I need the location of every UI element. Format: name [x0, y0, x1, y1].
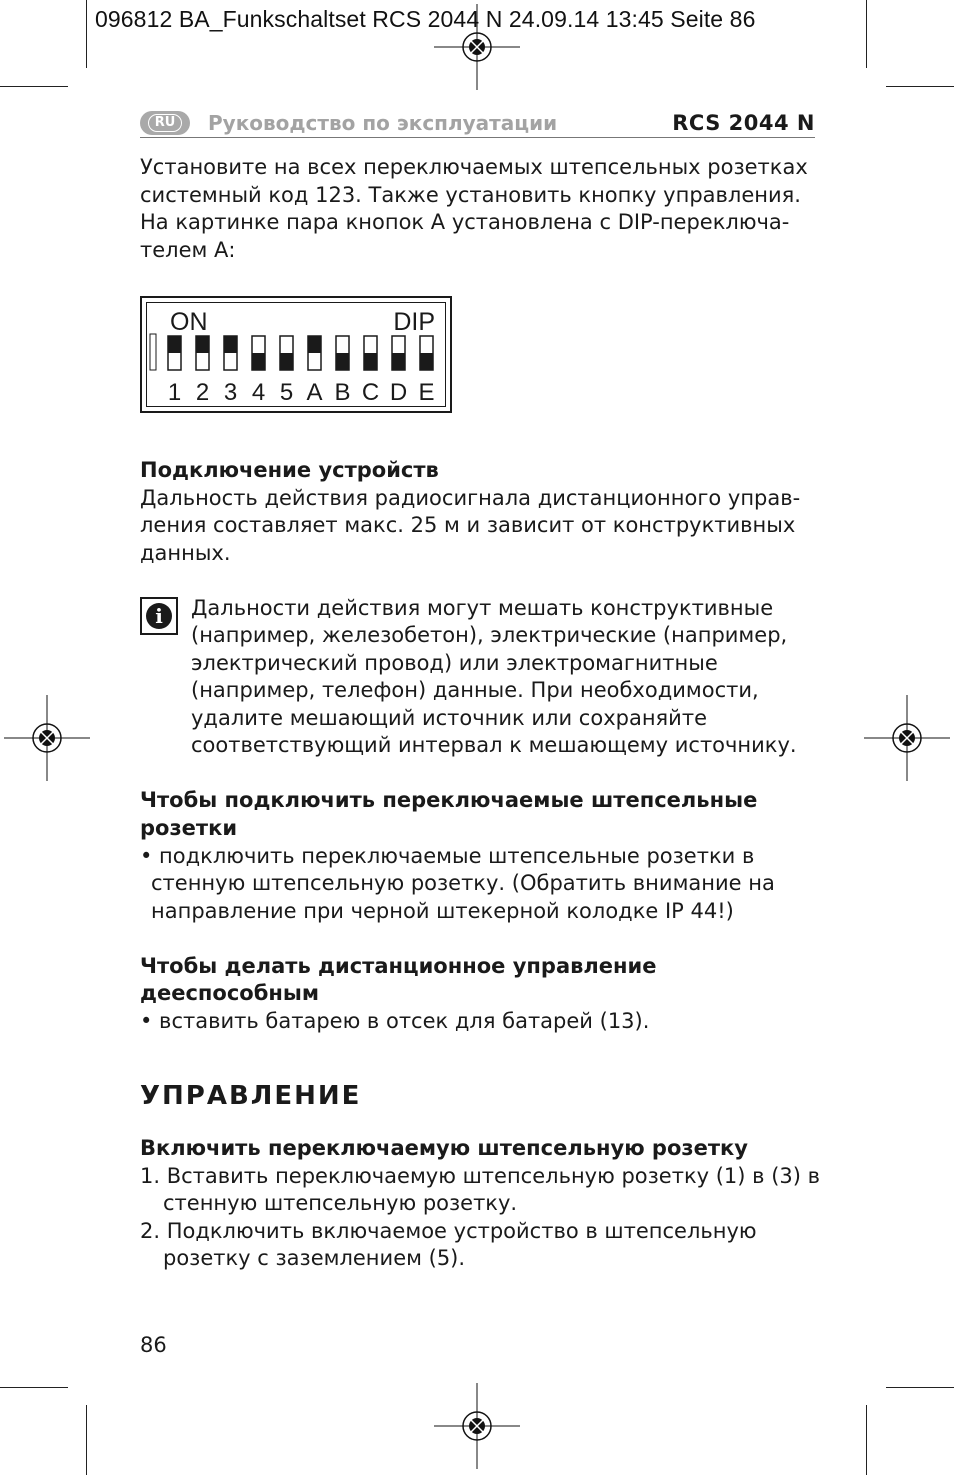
dip-switch-knob-off [336, 353, 349, 370]
note-line: Дальности действия могут мешать конструктивные [191, 596, 774, 620]
dip-switch-knob-on [196, 336, 209, 353]
dip-switch-label: B [334, 379, 351, 406]
dip-switch-knob-off [392, 353, 405, 370]
remote-heading: дееспособным [140, 981, 320, 1005]
sockets-line: стенную штепсельную розетку. (Обратить внимание на [151, 871, 775, 895]
dip-switch-label: D [389, 379, 408, 406]
dip-switch-label: 3 [223, 379, 238, 406]
language-badge [140, 111, 190, 135]
intro-line: Установите на всех переключаемых штепсельных розетках [140, 155, 808, 179]
note-line: (например, железобетон), электрические (например, [191, 623, 788, 647]
connect-line: данных. [140, 541, 231, 565]
operation-step: 1. Вставить переключаемую штепсельную розетку (1) в (3) в [140, 1164, 821, 1188]
connect-line: Дальность действия радиосигнала дистанционного управ- [140, 486, 801, 510]
registration-mark-top [434, 4, 520, 90]
registration-mark-left [4, 695, 90, 781]
dip-switch-label: 2 [195, 379, 210, 406]
sockets-heading: Чтобы подключить переключаемые штепсельные [140, 788, 758, 812]
note-line: (например, телефон) данные. При необходимости, [191, 678, 759, 702]
dip-switch-knob-on [224, 336, 237, 353]
operation-step: 2. Подключить включаемое устройство в штепсельную [140, 1219, 757, 1243]
dip-label: DIP [393, 308, 435, 336]
connect-line: ления составляет макс. 25 м и зависит от конструктивных [140, 513, 796, 537]
registration-mark-bottom [434, 1383, 520, 1469]
header-rule [140, 137, 815, 138]
dip-switch-label: 1 [167, 379, 182, 406]
connect-heading: Подключение устройств [140, 458, 439, 482]
dip-switch-knob-off [252, 353, 265, 370]
dip-switch-diagram [140, 296, 452, 413]
intro-line: системный код 123. Также установить кнопку управления. [140, 183, 801, 207]
dip-switch-knob-on [308, 336, 321, 353]
header-model: RCS 2044 N [672, 111, 815, 135]
sockets-line: направление при черной штекерной колодке IP 44!) [151, 899, 734, 923]
dip-switch-label: 4 [251, 379, 266, 406]
sockets-bullet: • подключить переключаемые штепсельные розетки в [140, 844, 755, 868]
operation-subheading: Включить переключаемую штепсельную розетку [140, 1136, 748, 1160]
info-icon [140, 597, 178, 635]
operation-title: УПРАВЛЕНИЕ [140, 1081, 362, 1111]
registration-mark-right [864, 695, 950, 781]
dip-switch-label: 5 [279, 379, 294, 406]
dip-switch-label: A [306, 379, 323, 406]
intro-line: телем А: [140, 238, 236, 262]
intro-line: На картинке пара кнопок А установлена с DIP-переключа- [140, 210, 790, 234]
info-icon-glyph: i [146, 603, 172, 629]
note-line: соответствующий интервал к мешающему источнику. [191, 733, 797, 757]
page-number: 86 [140, 1333, 167, 1357]
language-badge-label: RU [148, 114, 183, 132]
dip-switch-label: E [418, 379, 435, 406]
dip-switch-graphic [142, 298, 450, 411]
operation-step-cont: стенную штепсельную розетку. [163, 1191, 518, 1215]
dip-switch-label: C [361, 379, 380, 406]
dip-notch [150, 334, 156, 370]
sockets-heading: розетки [140, 816, 238, 840]
dip-switch-knob-off [364, 353, 377, 370]
operation-step-cont: розетку с заземлением (5). [163, 1246, 466, 1270]
dip-switch-knob-off [420, 353, 433, 370]
remote-heading: Чтобы делать дистанционное управление [140, 954, 657, 978]
dip-switches [168, 336, 435, 406]
dip-on-label: ON [170, 308, 208, 336]
header-title: Руководство по эксплуатации [208, 111, 558, 135]
note-line: электрический провод) или электромагнитные [191, 651, 718, 675]
dip-switch-knob-on [168, 336, 181, 353]
dip-switch-knob-off [280, 353, 293, 370]
remote-bullet: • вставить батарею в отсек для батарей (13). [140, 1009, 650, 1033]
print-slug: 096812 BA_Funkschaltset RCS 2044 N 24.09.14 13:45 Seite 86 [95, 6, 756, 32]
note-line: удалите мешающий источник или сохраняйте [191, 706, 707, 730]
